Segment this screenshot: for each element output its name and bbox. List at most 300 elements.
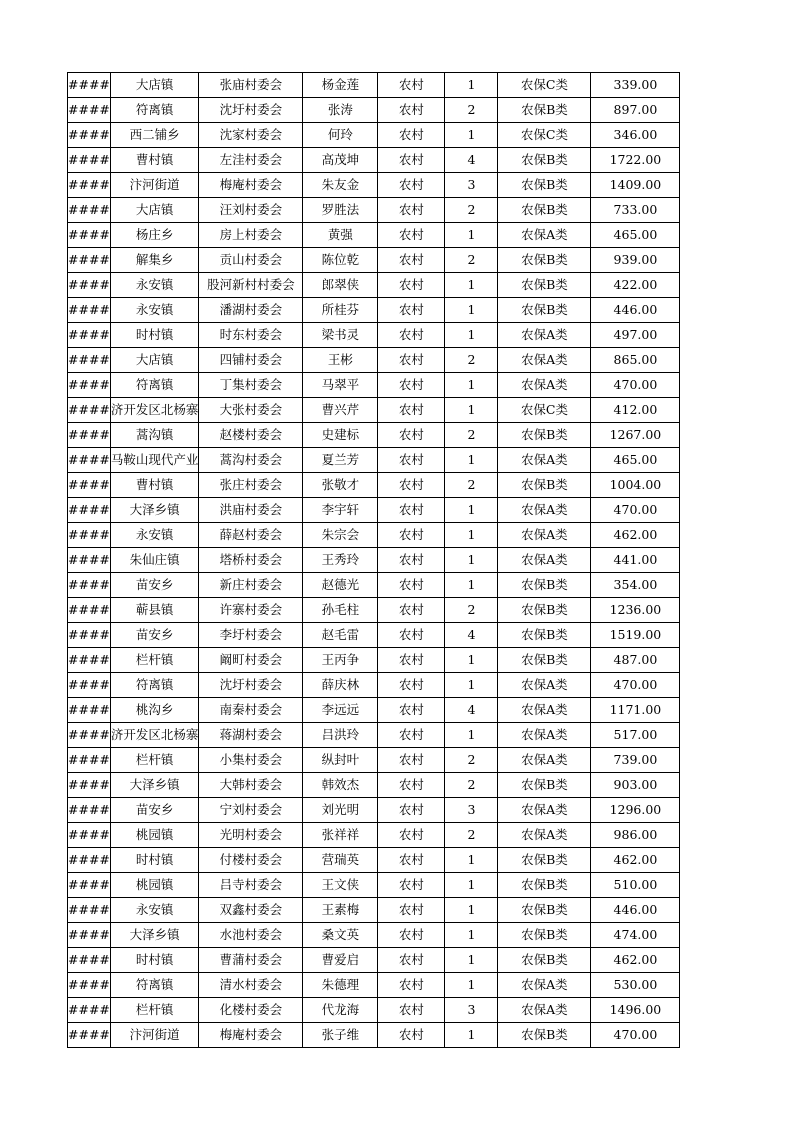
cell-name: 营瑞英 [303, 848, 378, 873]
cell-type: 农村 [378, 923, 445, 948]
cell-type: 农村 [378, 948, 445, 973]
cell-category: 农保B类 [498, 598, 591, 623]
cell-amount: 446.00 [591, 298, 680, 323]
cell-village: 梅庵村委会 [199, 1023, 303, 1048]
cell-amount: 441.00 [591, 548, 680, 573]
cell-town: 苗安乡 [110, 573, 199, 598]
cell-town: 曹村镇 [110, 473, 199, 498]
cell-name: 张子维 [303, 1023, 378, 1048]
table-row [68, 223, 680, 248]
cell-town: 苗安乡 [110, 623, 199, 648]
table-row [68, 423, 680, 448]
cell-name: 张敬才 [303, 473, 378, 498]
cell-category: 农保B类 [498, 173, 591, 198]
cell-count: 1 [445, 973, 498, 998]
cell-village: 房上村委会 [199, 223, 303, 248]
cell-name: 王彬 [303, 348, 378, 373]
cell-id: #### [68, 598, 111, 623]
table-row [68, 623, 680, 648]
cell-amount: 462.00 [591, 523, 680, 548]
cell-village: 沈圩村委会 [199, 98, 303, 123]
cell-name: 曹兴芹 [303, 398, 378, 423]
cell-type: 农村 [378, 423, 445, 448]
cell-amount: 1171.00 [591, 698, 680, 723]
cell-count: 1 [445, 848, 498, 873]
cell-name: 梁书灵 [303, 323, 378, 348]
cell-village: 塔桥村委会 [199, 548, 303, 573]
cell-village: 左洼村委会 [199, 148, 303, 173]
cell-amount: 517.00 [591, 723, 680, 748]
cell-town: 符离镇 [110, 98, 199, 123]
cell-amount: 497.00 [591, 323, 680, 348]
cell-village: 大张村委会 [199, 398, 303, 423]
cell-type: 农村 [378, 598, 445, 623]
cell-village: 股河新村村委会 [199, 273, 303, 298]
table-row [68, 848, 680, 873]
cell-amount: 1409.00 [591, 173, 680, 198]
cell-village: 清水村委会 [199, 973, 303, 998]
cell-type: 农村 [378, 823, 445, 848]
cell-id: #### [68, 98, 111, 123]
table-row [68, 473, 680, 498]
cell-type: 农村 [378, 998, 445, 1023]
cell-name: 纵封叶 [303, 748, 378, 773]
cell-category: 农保C类 [498, 398, 591, 423]
cell-amount: 1519.00 [591, 623, 680, 648]
cell-id: #### [68, 873, 111, 898]
cell-category: 农保B类 [498, 873, 591, 898]
cell-type: 农村 [378, 323, 445, 348]
cell-count: 2 [445, 598, 498, 623]
cell-amount: 1496.00 [591, 998, 680, 1023]
cell-type: 农村 [378, 248, 445, 273]
table-row [68, 73, 680, 98]
table-row [68, 673, 680, 698]
cell-amount: 465.00 [591, 223, 680, 248]
table-row [68, 873, 680, 898]
cell-town: 栏杆镇 [110, 998, 199, 1023]
table-row [68, 273, 680, 298]
cell-count: 1 [445, 73, 498, 98]
cell-id: #### [68, 173, 111, 198]
cell-type: 农村 [378, 348, 445, 373]
cell-category: 农保A类 [498, 748, 591, 773]
table-row [68, 548, 680, 573]
cell-category: 农保B类 [498, 248, 591, 273]
cell-type: 农村 [378, 773, 445, 798]
cell-amount: 470.00 [591, 498, 680, 523]
cell-category: 农保B类 [498, 848, 591, 873]
cell-village: 张庙村委会 [199, 73, 303, 98]
cell-name: 王丙争 [303, 648, 378, 673]
cell-type: 农村 [378, 623, 445, 648]
cell-town: 曹村镇 [110, 148, 199, 173]
cell-count: 4 [445, 148, 498, 173]
cell-id: #### [68, 248, 111, 273]
cell-town: 大泽乡镇 [110, 923, 199, 948]
cell-town: 符离镇 [110, 673, 199, 698]
cell-category: 农保A类 [498, 998, 591, 1023]
cell-category: 农保B类 [498, 98, 591, 123]
cell-category: 农保A类 [498, 723, 591, 748]
cell-type: 农村 [378, 898, 445, 923]
cell-village: 蒋湖村委会 [199, 723, 303, 748]
cell-amount: 412.00 [591, 398, 680, 423]
table-row [68, 373, 680, 398]
cell-type: 农村 [378, 148, 445, 173]
cell-name: 杨金莲 [303, 73, 378, 98]
cell-count: 3 [445, 998, 498, 1023]
cell-town: 永安镇 [110, 273, 199, 298]
cell-id: #### [68, 198, 111, 223]
cell-name: 何玲 [303, 123, 378, 148]
cell-amount: 1004.00 [591, 473, 680, 498]
cell-category: 农保C类 [498, 123, 591, 148]
cell-count: 1 [445, 273, 498, 298]
cell-id: #### [68, 748, 111, 773]
cell-name: 代龙海 [303, 998, 378, 1023]
cell-village: 化楼村委会 [199, 998, 303, 1023]
cell-amount: 462.00 [591, 948, 680, 973]
cell-name: 王素梅 [303, 898, 378, 923]
cell-town: 汴河街道 [110, 173, 199, 198]
cell-count: 1 [445, 723, 498, 748]
cell-category: 农保A类 [498, 323, 591, 348]
cell-name: 刘光明 [303, 798, 378, 823]
cell-town: 大店镇 [110, 73, 199, 98]
cell-name: 薛庆林 [303, 673, 378, 698]
cell-name: 王文侠 [303, 873, 378, 898]
table-row [68, 498, 680, 523]
table-row [68, 573, 680, 598]
cell-category: 农保B类 [498, 623, 591, 648]
cell-type: 农村 [378, 273, 445, 298]
cell-id: #### [68, 773, 111, 798]
cell-id: #### [68, 673, 111, 698]
cell-type: 农村 [378, 698, 445, 723]
table-row [68, 648, 680, 673]
cell-id: #### [68, 523, 111, 548]
cell-village: 阚町村委会 [199, 648, 303, 673]
table-row [68, 898, 680, 923]
cell-category: 农保A类 [498, 223, 591, 248]
table-row [68, 773, 680, 798]
cell-id: #### [68, 273, 111, 298]
cell-amount: 1267.00 [591, 423, 680, 448]
table-row [68, 173, 680, 198]
cell-town: 蒿沟镇 [110, 423, 199, 448]
cell-count: 1 [445, 948, 498, 973]
cell-category: 农保A类 [498, 498, 591, 523]
cell-type: 农村 [378, 198, 445, 223]
cell-name: 所桂芬 [303, 298, 378, 323]
cell-category: 农保B类 [498, 948, 591, 973]
cell-name: 孙毛柱 [303, 598, 378, 623]
cell-village: 汪刘村委会 [199, 198, 303, 223]
cell-town: 解集乡 [110, 248, 199, 273]
cell-count: 1 [445, 1023, 498, 1048]
table-row [68, 198, 680, 223]
cell-amount: 1236.00 [591, 598, 680, 623]
cell-type: 农村 [378, 223, 445, 248]
cell-count: 1 [445, 673, 498, 698]
cell-count: 2 [445, 198, 498, 223]
cell-name: 郎翠侠 [303, 273, 378, 298]
cell-town: 朱仙庄镇 [110, 548, 199, 573]
cell-count: 3 [445, 798, 498, 823]
cell-town: 汴河街道 [110, 1023, 199, 1048]
cell-id: #### [68, 423, 111, 448]
cell-name: 高茂坤 [303, 148, 378, 173]
cell-amount: 465.00 [591, 448, 680, 473]
cell-id: #### [68, 398, 111, 423]
cell-name: 罗胜法 [303, 198, 378, 223]
cell-amount: 339.00 [591, 73, 680, 98]
cell-count: 1 [445, 448, 498, 473]
cell-name: 朱德理 [303, 973, 378, 998]
cell-village: 曹蒲村委会 [199, 948, 303, 973]
cell-town: 时村镇 [110, 323, 199, 348]
cell-name: 史建标 [303, 423, 378, 448]
cell-village: 沈家村委会 [199, 123, 303, 148]
cell-name: 朱友金 [303, 173, 378, 198]
cell-village: 付楼村委会 [199, 848, 303, 873]
cell-count: 2 [445, 823, 498, 848]
cell-category: 农保B类 [498, 648, 591, 673]
cell-town: 符离镇 [110, 973, 199, 998]
cell-type: 农村 [378, 873, 445, 898]
cell-type: 农村 [378, 298, 445, 323]
cell-count: 2 [445, 473, 498, 498]
cell-category: 农保A类 [498, 798, 591, 823]
cell-count: 1 [445, 548, 498, 573]
cell-category: 农保B类 [498, 273, 591, 298]
cell-category: 农保B类 [498, 148, 591, 173]
cell-amount: 939.00 [591, 248, 680, 273]
cell-village: 赵楼村委会 [199, 423, 303, 448]
cell-category: 农保B类 [498, 898, 591, 923]
cell-amount: 733.00 [591, 198, 680, 223]
cell-town: 时村镇 [110, 948, 199, 973]
cell-category: 农保A类 [498, 448, 591, 473]
cell-count: 2 [445, 248, 498, 273]
table-row [68, 598, 680, 623]
cell-id: #### [68, 123, 111, 148]
cell-category: 农保A类 [498, 523, 591, 548]
cell-count: 1 [445, 573, 498, 598]
cell-count: 1 [445, 648, 498, 673]
cell-type: 农村 [378, 848, 445, 873]
cell-type: 农村 [378, 723, 445, 748]
cell-amount: 470.00 [591, 1023, 680, 1048]
cell-id: #### [68, 998, 111, 1023]
cell-count: 3 [445, 173, 498, 198]
cell-name: 夏兰芳 [303, 448, 378, 473]
cell-category: 农保B类 [498, 198, 591, 223]
cell-category: 农保B类 [498, 423, 591, 448]
cell-id: #### [68, 373, 111, 398]
cell-village: 张庄村委会 [199, 473, 303, 498]
cell-name: 张涛 [303, 98, 378, 123]
cell-name: 朱宗会 [303, 523, 378, 548]
cell-village: 时东村委会 [199, 323, 303, 348]
table-row [68, 398, 680, 423]
cell-count: 4 [445, 623, 498, 648]
cell-id: #### [68, 298, 111, 323]
cell-id: #### [68, 323, 111, 348]
table-row [68, 323, 680, 348]
cell-amount: 470.00 [591, 673, 680, 698]
table-row [68, 823, 680, 848]
cell-village: 梅庵村委会 [199, 173, 303, 198]
cell-village: 薛赵村委会 [199, 523, 303, 548]
cell-town: 符离镇 [110, 373, 199, 398]
cell-town: 永安镇 [110, 523, 199, 548]
cell-amount: 510.00 [591, 873, 680, 898]
cell-village: 水池村委会 [199, 923, 303, 948]
cell-category: 农保B类 [498, 1023, 591, 1048]
cell-town: 栏杆镇 [110, 648, 199, 673]
cell-type: 农村 [378, 473, 445, 498]
table-row [68, 248, 680, 273]
cell-count: 1 [445, 323, 498, 348]
cell-amount: 470.00 [591, 373, 680, 398]
table-row [68, 523, 680, 548]
cell-name: 李宇轩 [303, 498, 378, 523]
cell-type: 农村 [378, 748, 445, 773]
cell-town: 永安镇 [110, 298, 199, 323]
cell-id: #### [68, 848, 111, 873]
cell-amount: 446.00 [591, 898, 680, 923]
cell-count: 2 [445, 348, 498, 373]
cell-village: 贡山村委会 [199, 248, 303, 273]
cell-village: 新庄村委会 [199, 573, 303, 598]
cell-type: 农村 [378, 448, 445, 473]
table-row [68, 123, 680, 148]
cell-village: 宁刘村委会 [199, 798, 303, 823]
cell-id: #### [68, 723, 111, 748]
cell-category: 农保C类 [498, 73, 591, 98]
cell-town: 济开发区北杨寨 [110, 723, 199, 748]
cell-name: 黄强 [303, 223, 378, 248]
cell-type: 农村 [378, 498, 445, 523]
cell-name: 陈位乾 [303, 248, 378, 273]
table-row [68, 998, 680, 1023]
cell-id: #### [68, 973, 111, 998]
cell-village: 吕寺村委会 [199, 873, 303, 898]
cell-count: 1 [445, 898, 498, 923]
cell-id: #### [68, 498, 111, 523]
cell-count: 1 [445, 873, 498, 898]
cell-type: 农村 [378, 673, 445, 698]
table-row [68, 148, 680, 173]
cell-category: 农保A类 [498, 973, 591, 998]
cell-id: #### [68, 223, 111, 248]
cell-name: 王秀玲 [303, 548, 378, 573]
cell-id: #### [68, 798, 111, 823]
cell-town: 桃园镇 [110, 823, 199, 848]
cell-type: 农村 [378, 398, 445, 423]
cell-name: 李远远 [303, 698, 378, 723]
cell-town: 大店镇 [110, 198, 199, 223]
cell-id: #### [68, 923, 111, 948]
cell-name: 韩效杰 [303, 773, 378, 798]
cell-amount: 986.00 [591, 823, 680, 848]
cell-category: 农保A类 [498, 373, 591, 398]
table-row [68, 98, 680, 123]
cell-count: 1 [445, 498, 498, 523]
cell-village: 李圩村委会 [199, 623, 303, 648]
cell-type: 农村 [378, 973, 445, 998]
cell-village: 光明村委会 [199, 823, 303, 848]
cell-id: #### [68, 948, 111, 973]
cell-category: 农保A类 [498, 823, 591, 848]
cell-count: 1 [445, 123, 498, 148]
cell-village: 蒿沟村委会 [199, 448, 303, 473]
cell-type: 农村 [378, 523, 445, 548]
cell-category: 农保A类 [498, 673, 591, 698]
cell-town: 马鞍山现代产业 [110, 448, 199, 473]
cell-type: 农村 [378, 173, 445, 198]
cell-village: 大韩村委会 [199, 773, 303, 798]
cell-type: 农村 [378, 548, 445, 573]
table-row [68, 698, 680, 723]
table-row [68, 1023, 680, 1048]
cell-id: #### [68, 1023, 111, 1048]
cell-count: 1 [445, 298, 498, 323]
cell-id: #### [68, 348, 111, 373]
table-row [68, 723, 680, 748]
cell-type: 农村 [378, 1023, 445, 1048]
cell-type: 农村 [378, 73, 445, 98]
cell-village: 沈圩村委会 [199, 673, 303, 698]
cell-town: 济开发区北杨寨 [110, 398, 199, 423]
cell-town: 大泽乡镇 [110, 498, 199, 523]
cell-town: 大泽乡镇 [110, 773, 199, 798]
table-row [68, 348, 680, 373]
cell-category: 农保A类 [498, 548, 591, 573]
cell-amount: 739.00 [591, 748, 680, 773]
cell-town: 永安镇 [110, 898, 199, 923]
cell-count: 2 [445, 773, 498, 798]
cell-town: 蕲县镇 [110, 598, 199, 623]
data-table [67, 72, 680, 1048]
cell-id: #### [68, 148, 111, 173]
cell-amount: 422.00 [591, 273, 680, 298]
cell-name: 曹爱启 [303, 948, 378, 973]
cell-count: 1 [445, 223, 498, 248]
cell-village: 许寨村委会 [199, 598, 303, 623]
cell-type: 农村 [378, 98, 445, 123]
cell-category: 农保B类 [498, 473, 591, 498]
cell-id: #### [68, 548, 111, 573]
cell-type: 农村 [378, 123, 445, 148]
cell-id: #### [68, 823, 111, 848]
table-row [68, 448, 680, 473]
cell-name: 吕洪玲 [303, 723, 378, 748]
cell-amount: 346.00 [591, 123, 680, 148]
cell-village: 四铺村委会 [199, 348, 303, 373]
cell-id: #### [68, 698, 111, 723]
cell-amount: 865.00 [591, 348, 680, 373]
table-row [68, 973, 680, 998]
cell-id: #### [68, 648, 111, 673]
cell-village: 小集村委会 [199, 748, 303, 773]
cell-town: 大店镇 [110, 348, 199, 373]
cell-name: 马翠平 [303, 373, 378, 398]
cell-town: 桃沟乡 [110, 698, 199, 723]
cell-village: 南秦村委会 [199, 698, 303, 723]
